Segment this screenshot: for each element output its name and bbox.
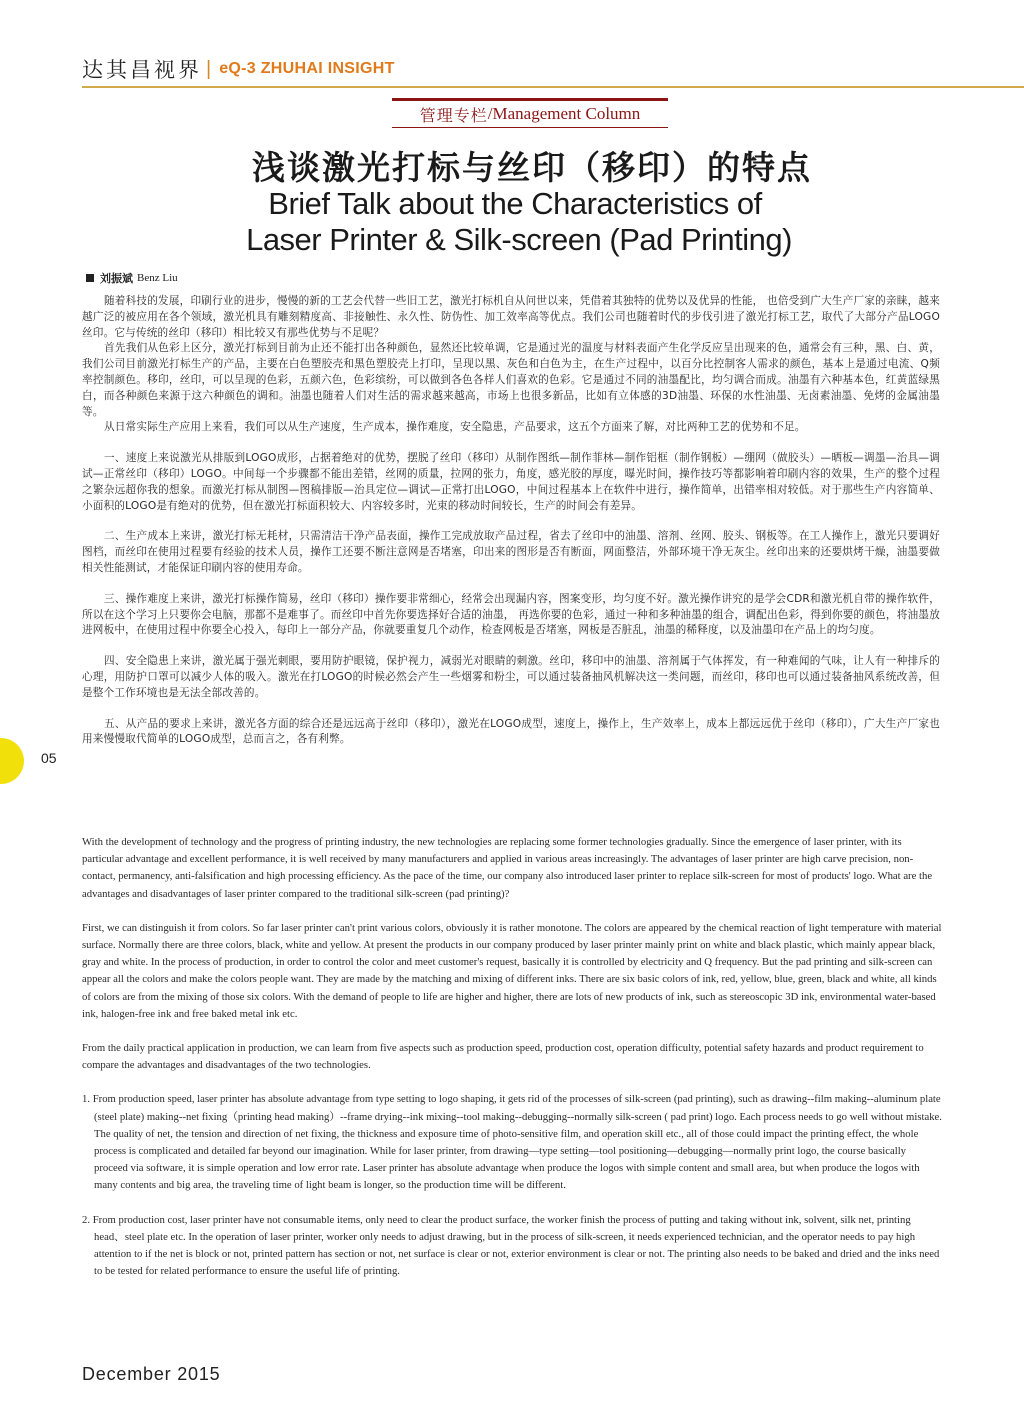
english-paragraph: With the development of technology and the progress of printing industry, the new technologies are replacing some former technologies gradually. Since the emergence of laser printer, with its particular advantage and excellent performance, it is well received by many manufacturers and applied in various areas increasingly. The advantages of laser printer are high carve precision, non-contact, permanency, anti-falsification and high processing efficiency. As the pace of the time, our company also introduced laser printer to replace silk-screen for most of products' logo. What are the advantages and disadvantages of laser printer compared to the traditional silk-screen (pad printing)? [82, 836, 933, 900]
footer-issue-date: December 2015 [82, 1364, 221, 1384]
page-marker-circle [0, 738, 24, 784]
article-title-chinese: 浅谈激光打标与丝印（移印）的特点 [252, 148, 812, 187]
page-header [82, 54, 395, 84]
author-byline [86, 270, 178, 286]
article-title-english-line-2: Laser Printer & Silk-screen (Pad Printing) [246, 222, 792, 257]
english-paragraph: From the daily practical application in production, we can learn from five aspects such as production speed, production cost, operation difficulty, potential safety hazards and product requirement to compare the advantages and disadvantages of the two technologies. [82, 1042, 924, 1072]
english-article-body [82, 834, 942, 1280]
english-paragraph: 2. From production cost, laser printer have not consumable items, only need to clear the product surface, the worker finish the process of putting and taking without ink, solvent, silk net, printing head、steel plate etc. In the operation of laser printer, worker only needs to adjust drawing, but in the process of silk-screen, it needs experienced technician, and the operator needs to pay high attention to if the net is block or not, printed pattern has section or not, net surface is clear or not, exterior environment is clear or not. The printing also needs to be baked and dried and the inks need to be tested for related performance to ensure the useful life of printing. [82, 1213, 940, 1278]
chinese-paragraph: 五、从产品的要求上来讲，激光各方面的综合还是远远高于丝印（移印），激光在LOGO成型，速度上，操作上，生产效率上，成本上都远远优于丝印（移印），广大生产厂家也用来慢慢取代简单的LOGO成型，总而言之，各有利弊。 [82, 717, 940, 746]
chinese-paragraph: 从日常实际生产应用上来看，我们可以从生产速度，生产成本，操作难度，安全隐患，产品要求，这五个方面来了解，对比两种工艺的优势和不足。 [104, 421, 806, 434]
author-chinese-name: 刘振斌 [100, 272, 133, 285]
byline-square-icon [86, 274, 94, 282]
author-english-name: Benz Liu [137, 272, 178, 284]
chinese-paragraph: 四、安全隐患上来讲，激光属于强光刺眼，要用防护眼镜，保护视力，减弱光对眼睛的刺激。丝印，移印中的油墨、溶剂属于气体挥发，有一种难闻的气味，让人有一种排斥的心理，用防护口罩可以减少人体的吸入。激光在打LOGO的时候必然会产生一些烟雾和粉尘，可以通过装备抽风机解决这一类问题，而丝印，移印也可以通过装备抽风系统改善，但是整个工作环境也是无法全部改善的。 [82, 655, 940, 699]
column-tag [392, 98, 668, 128]
column-tag-chinese: 管理专栏 [419, 105, 488, 125]
brand-english-name: eQ-3 ZHUHAI INSIGHT [219, 60, 395, 77]
column-tag-english: Management Column [492, 104, 641, 123]
chinese-paragraph: 二、生产成本上来讲，激光打标无耗材，只需清洁干净产品表面，操作工完成放取产品过程，省去了丝印中的油墨、溶剂、丝网、胶头、钢板等。在工人操作上，激光只要调好图档，而丝印在使用过程要有经验的技术人员，操作工还要不断注意网是否堵塞，印出来的图形是否有断面，网面整洁，外部环境干净无灰尘。丝印出来的还要烘烤干燥，油墨要做相关性能测试，才能保证印刷内容的使用寿命。 [82, 530, 940, 574]
english-paragraph: First, we can distinguish it from colors. So far laser printer can't print various colors, obviously it is rather monotone. The colors are appeared by the chemical reaction of light temperature with material surface. Normally there are three colors, black, white and yellow. At present the products in our company produced by laser printer mainly print on white and black plastic, which mainly appear black, gray and white. In the process of production, in order to control the color and meet customer's request, basically it is controlled by electricity and Q frequency. But the pad printing and silk-screen can appear all the colors and make the colors people want. They are made by the matching and mixing of different inks. There are six basic colors of ink, red, yellow, blue, green, black and white, all kinds of colors are from the mixing of those six colors. With the demand of people to life are higher and higher, there are lots of new products of ink, such as stereoscopic 3D ink, environmental water-based ink, halogen-free ink and free baked metal ink etc. [82, 921, 942, 1020]
header-rule [82, 86, 1024, 88]
article-title-english-line-1: Brief Talk about the Characteristics of [268, 186, 762, 221]
header-separator: | [206, 57, 212, 80]
chinese-paragraph: 随着科技的发展，印刷行业的进步，慢慢的新的工艺会代替一些旧工艺，激光打标机自从问世以来，凭借着其独特的优势以及优异的性能， 也倍受到广大生产厂家的亲睐，越来越广泛的被应用在各个领域，激光机具有雕刻精度高、非接触性、永久性、防伪性、加工效率高等优点。我们公司也随着时代的步伐引进了激光打标工艺，取代了大部分产品LOGO丝印。它与传统的丝印（移印）相比较又有那些优势与不足呢？ [82, 295, 940, 339]
page-number: 05 [41, 750, 57, 766]
brand-chinese-name: 达其昌视界 [82, 58, 202, 82]
chinese-paragraph: 三、操作难度上来讲，激光打标操作简易，丝印（移印）操作要非常细心，经常会出现漏内容，图案变形，均匀度不好。激光操作讲究的是学会CDR和激光机自带的操作软件，所以在这个学习上只要你会电脑，那都不是难事了。而丝印中首先你要选择好合适的油墨， 再选你要的色彩，通过一种和多种油墨的组合，调配出色彩，得到你要的颜色，将油墨放进网板中，在使用过程中你要全心投入，每印上一部分产品，你就要重复几个动作，检查网板是否堵塞，网板是否脏乱，油墨的稀释度，以及油墨印在产品上的均匀度。 [82, 592, 940, 637]
chinese-article-body [82, 294, 940, 748]
chinese-paragraph: 一、速度上来说激光从排版到LOGO成形，占据着绝对的优势，摆脱了丝印（移印）从制作图纸—制作菲林—制作铝框（制作钢板）—绷网（做胶头）—晒板—调墨—治具—调试—正常丝印（移印）LOGO。中间每一个步骤都不能出差错，丝网的质量，拉网的张力，角度，感光胶的厚度，曝光时间，操作技巧等都影响着印刷内容的效果，生产的整个过程之繁杂远超你我的想象。而激光打标从制图—图稿排版—治具定位—调试—正常打出LOGO，中间过程基本上在软件中进行，操作简单，出错率相对较低。对于那些生产内容简单、小面积的LOGO是有绝对的优势，但在激光打标面积较大、内容较多时，光束的移动时间较长，生产的时间会有差异。 [82, 452, 940, 512]
column-tag-slash: / [487, 104, 493, 123]
chinese-paragraph: 首先我们从色彩上区分，激光打标到目前为止还不能打出各种颜色，显然还比较单调，它是通过光的温度与材料表面产生化学反应呈出现来的色，通常会有三种，黑、白、黄，我们公司目前激光打标生产的产品，主要在白色塑胶壳和黑色塑胶壳上打印，呈现以黑、灰色和白色为主，在生产过程中，以百分比控制客人需求的颜色，基本上是通过电流、Q频率控制颜色。移印，丝印，可以呈现的色彩，五颜六色，色彩缤纷，可以做到各色各样人们喜欢的色彩。它是通过不同的油墨配比，均匀调合而成。油墨有六种基本色，红黄蓝绿黑白，而各种颜色来源于这六种颜色的调和。油墨也随着人们对生活的需求越来越高，市场上也很多新品，比如有立体感的3D油墨、环保的水性油墨、无卤素油墨、免烤的金属油墨等。 [82, 342, 940, 418]
english-paragraph: 1. From production speed, laser printer has absolute advantage from type setting to logo shaping, it gets rid of the processes of silk-screen (pad printing), such as drawing--film making--aluminum plate (steel plate) making--net fixing（printing head making）--frame drying--ink mixing--tool making--debugging--normally silk-screen ( pad print) logo. Each process needs to go well without mistake. The quality of net, the tension and direction of net fixing, the thickness and exposure time of photo-sensitive film, and operation skill etc., all of those could impact the printing effect, the whole process is complicated and detailed far beyond our imagination. While for laser printer, from drawing—type setting—tool positioning—debugging—normally print logo, the course basically proceed via software, it is simple operation and low error rate. Laser printer has absolute advantage when produce the logos with simple content and small area, but when produce the logos with many contents and big area, the traveling time of light beam is longer, so the production time will be different. [82, 1093, 942, 1192]
